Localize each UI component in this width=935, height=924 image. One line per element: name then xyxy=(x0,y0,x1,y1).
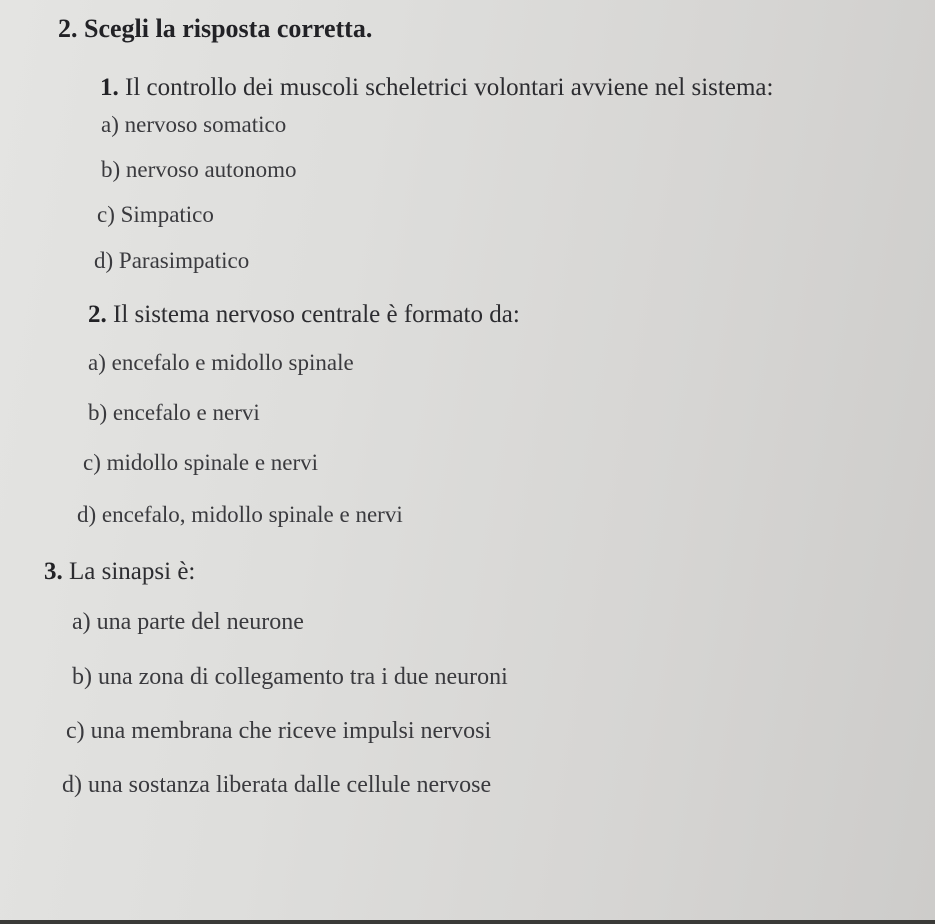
question-2-option-b[interactable]: b) encefalo e nervi xyxy=(88,400,260,425)
question-2-text: Il sistema nervoso centrale è formato da: xyxy=(113,301,520,328)
question-1-option-d[interactable]: d) Parasimpatico xyxy=(94,248,250,273)
question-3-option-b[interactable]: b) una zona di collegamento tra i due neuroni xyxy=(72,664,508,690)
question-1-option-a[interactable]: a) nervoso somatico xyxy=(101,112,287,137)
question-3-option-a[interactable]: a) una parte del neurone xyxy=(72,609,304,635)
question-2-number: 2. xyxy=(88,301,107,328)
question-2 xyxy=(88,301,520,329)
question-1-text: Il controllo dei muscoli scheletrici volontari avviene nel sistema: xyxy=(125,74,774,101)
question-3-number: 3. xyxy=(44,558,63,585)
question-1-number: 1. xyxy=(100,74,119,101)
question-3-text: La sinapsi è: xyxy=(69,558,196,585)
question-3-option-d[interactable]: d) una sostanza liberata dalle cellule nervose xyxy=(62,772,492,798)
question-2-option-d[interactable]: d) encefalo, midollo spinale e nervi xyxy=(77,502,403,527)
question-3-option-c[interactable]: c) una membrana che riceve impulsi nervosi xyxy=(66,718,492,744)
question-2-option-c[interactable]: c) midollo spinale e nervi xyxy=(83,450,319,475)
question-1 xyxy=(100,74,773,102)
page-bottom-edge xyxy=(0,920,935,924)
exercise-heading: 2. Scegli la risposta corretta. xyxy=(58,14,373,43)
question-2-option-a[interactable]: a) encefalo e midollo spinale xyxy=(88,350,354,375)
question-3 xyxy=(44,558,195,586)
question-1-option-c[interactable]: c) Simpatico xyxy=(97,202,214,227)
question-1-option-b[interactable]: b) nervoso autonomo xyxy=(101,157,297,182)
